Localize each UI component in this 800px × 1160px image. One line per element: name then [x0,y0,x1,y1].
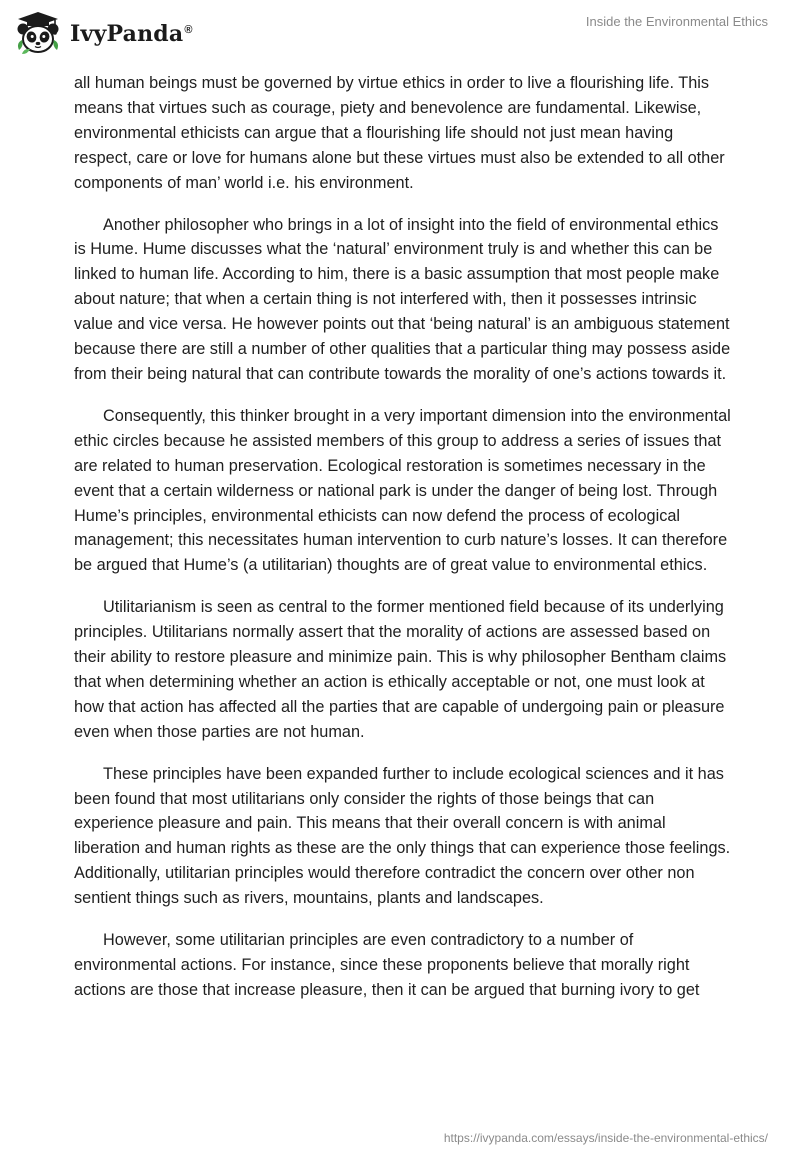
registered-mark: ® [184,23,193,36]
paragraph: Utilitarianism is seen as central to the former mentioned field because of its underlying principles. Utilitarians normally assert that the morality of actions are assessed based on their ability to restore pleasure and minimize pain. This is why philosopher Bentham claims that when determining whether an action is ethically acceptable or not, one must look at how that action has affected all the parties that are capable of undergoing pain or pleasure even when those parties are not human. [74,598,727,741]
brand-name [70,21,193,47]
page-header [0,0,800,70]
document-title: Inside the Environmental Ethics [585,14,768,29]
paragraph: Another philosopher who brings in a lot of insight into the field of environmental ethics is Hume. Hume discusses what the ‘natural’ environment truly is and whether this can be linked to human life. According to him, there is a basic assumption that most people make about nature; that when a certain thing is not interfered with, then it possesses intrinsic value and vice versa. He however points out that ‘being natural’ is an ambiguous statement because there are still a number of other qualities that a particular thing may possess aside from their being natural that can contribute towards the morality of one’s actions towards it. [74,215,731,383]
brand-name-text: IvyPanda [70,21,184,47]
essay-body [74,71,734,1020]
panda-graduate-icon [14,10,62,56]
source-url-link[interactable]: https://ivypanda.com/essays/inside-the-environmental-ethics/ [443,1131,768,1145]
paragraph: Consequently, this thinker brought in a very important dimension into the environmental ethic circles because he assisted members of this group to address a series of issues that are related to human preservation. Ecological restoration is sometimes necessary in the event that a certain wilderness or national park is under the danger of being lost. Through Hume’s principles, environmental ethicists can now defend the process of ecological management; this necessitates human intervention to curb nature’s losses. It can therefore be argued that Hume’s (a utilitarian) thoughts are of great value to environmental ethics. [74,406,731,575]
paragraph: all human beings must be governed by virtue ethics in order to live a flourishing life. This means that virtues such as courage, piety and benevolence are fundamental. Likewise, environmental ethicists can argue that a flourishing life should not just mean having respect, care or love for humans alone but these virtues must also be extended to all other components of man’ world i.e. his environment. [74,74,725,192]
brand-logo[interactable] [14,10,193,56]
paragraph: These principles have been expanded further to include ecological sciences and it has been found that most utilitarians only consider the rights of those beings that can experience pleasure and pain. This means that their overall concern is with animal liberation and human rights as these are the only things that can experience those feelings. Additionally, utilitarian principles would therefore contradict the concern over other non sentient things such as rivers, mountains, plants and landscapes. [74,764,731,908]
paragraph: However, some utilitarian principles are even contradictory to a number of environmental actions. For instance, since these proponents believe that morally right actions are those that increase pleasure, then it can be argued that burning ivory to get [74,931,700,999]
